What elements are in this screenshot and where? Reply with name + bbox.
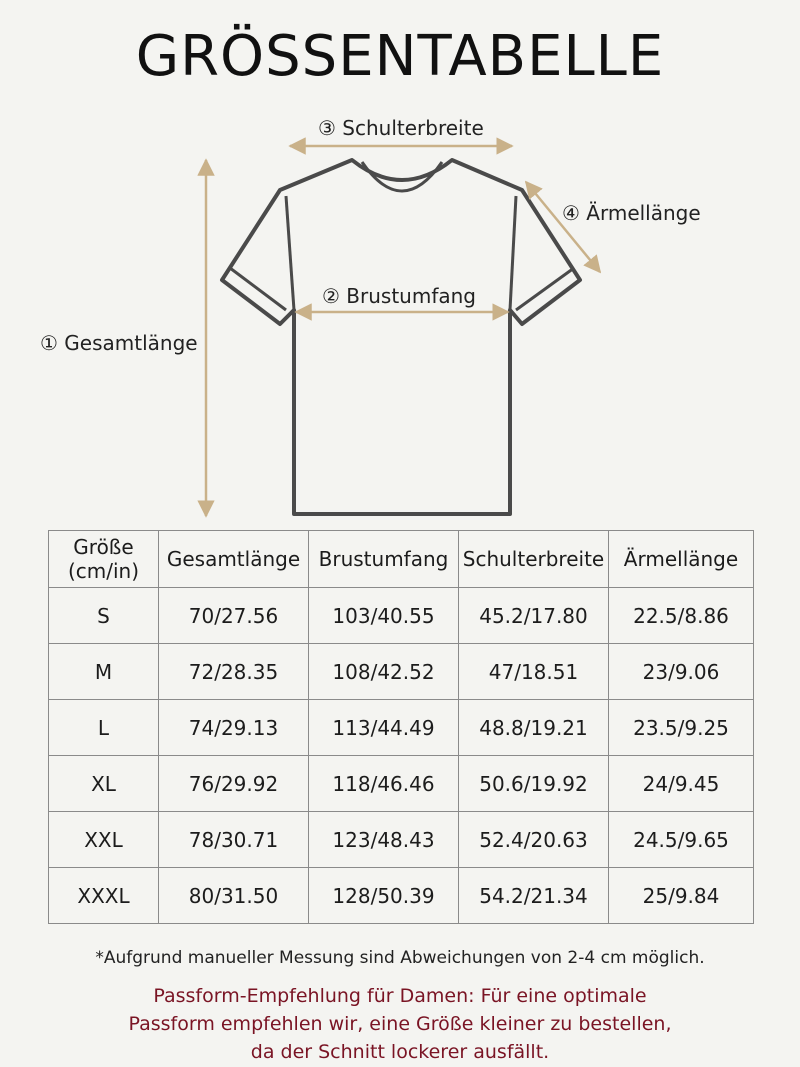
cell-shoulder: 50.6/19.92 bbox=[459, 756, 609, 812]
cell-chest: 118/46.46 bbox=[309, 756, 459, 812]
cell-size: XXXL bbox=[49, 868, 159, 924]
length-label: ① Gesamtlänge bbox=[40, 331, 198, 355]
header-sleeve: Ärmellänge bbox=[609, 531, 754, 588]
header-size: Größe (cm/in) bbox=[49, 531, 159, 588]
table-row bbox=[49, 644, 754, 700]
fit-advice-line: Passform-Empfehlung für Damen: Für eine optimale bbox=[153, 985, 647, 1007]
table-row bbox=[49, 588, 754, 644]
cell-sleeve: 23.5/9.25 bbox=[609, 700, 754, 756]
sleeve-arrow bbox=[526, 182, 600, 272]
left-sleeve-hem bbox=[230, 268, 286, 310]
cell-shoulder: 45.2/17.80 bbox=[459, 588, 609, 644]
cell-sleeve: 24.5/9.65 bbox=[609, 812, 754, 868]
cell-size: S bbox=[49, 588, 159, 644]
cell-sleeve: 22.5/8.86 bbox=[609, 588, 754, 644]
cell-sleeve: 24/9.45 bbox=[609, 756, 754, 812]
fit-advice bbox=[0, 982, 800, 1066]
cell-total-length: 76/29.92 bbox=[159, 756, 309, 812]
header-shoulder: Schulterbreite bbox=[459, 531, 609, 588]
tshirt-outline bbox=[222, 160, 580, 514]
cell-total-length: 72/28.35 bbox=[159, 644, 309, 700]
tshirt-diagram bbox=[0, 100, 800, 530]
left-side-seam bbox=[286, 196, 294, 310]
table-row bbox=[49, 700, 754, 756]
page-title: GRÖSSENTABELLE bbox=[135, 24, 665, 89]
cell-shoulder: 54.2/21.34 bbox=[459, 868, 609, 924]
fit-advice-line: da der Schnitt lockerer ausfällt. bbox=[250, 1041, 550, 1063]
size-table bbox=[48, 530, 754, 924]
chest-label: ② Brustumfang bbox=[322, 284, 476, 308]
cell-chest: 113/44.49 bbox=[309, 700, 459, 756]
cell-total-length: 70/27.56 bbox=[159, 588, 309, 644]
table-header-row bbox=[49, 531, 754, 588]
header-total-length: Gesamtlänge bbox=[159, 531, 309, 588]
cell-shoulder: 47/18.51 bbox=[459, 644, 609, 700]
cell-sleeve: 23/9.06 bbox=[609, 644, 754, 700]
cell-total-length: 78/30.71 bbox=[159, 812, 309, 868]
measurement-note: *Aufgrund manueller Messung sind Abweichungen von 2-4 cm möglich. bbox=[95, 948, 705, 968]
cell-size: XXL bbox=[49, 812, 159, 868]
shoulder-label: ③ Schulterbreite bbox=[318, 116, 484, 140]
cell-size: L bbox=[49, 700, 159, 756]
table-row bbox=[49, 812, 754, 868]
cell-total-length: 74/29.13 bbox=[159, 700, 309, 756]
fit-advice-line: Passform empfehlen wir, eine Größe kleiner zu bestellen, bbox=[128, 1013, 672, 1035]
tshirt-collar bbox=[362, 162, 442, 191]
cell-chest: 108/42.52 bbox=[309, 644, 459, 700]
cell-shoulder: 52.4/20.63 bbox=[459, 812, 609, 868]
cell-chest: 128/50.39 bbox=[309, 868, 459, 924]
cell-shoulder: 48.8/19.21 bbox=[459, 700, 609, 756]
table-row bbox=[49, 868, 754, 924]
cell-size: XL bbox=[49, 756, 159, 812]
cell-sleeve: 25/9.84 bbox=[609, 868, 754, 924]
cell-total-length: 80/31.50 bbox=[159, 868, 309, 924]
header-chest: Brustumfang bbox=[309, 531, 459, 588]
right-side-seam bbox=[510, 196, 516, 310]
tshirt-illustration bbox=[0, 100, 800, 530]
cell-size: M bbox=[49, 644, 159, 700]
cell-chest: 103/40.55 bbox=[309, 588, 459, 644]
table-row bbox=[49, 756, 754, 812]
sleeve-label: ④ Ärmellänge bbox=[562, 201, 701, 225]
cell-chest: 123/48.43 bbox=[309, 812, 459, 868]
